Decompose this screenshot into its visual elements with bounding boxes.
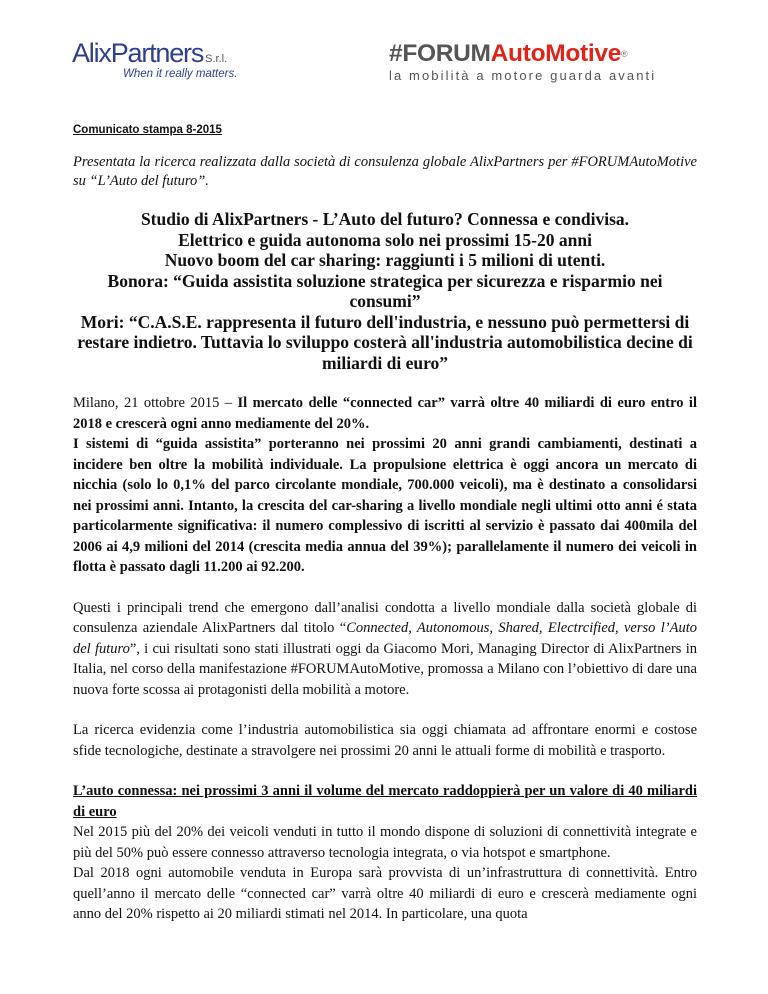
headline-line: Elettrico e guida autonoma solo nei prossimi 15-20 anni (178, 229, 592, 250)
lead-bold-2: I sistemi di “guida assistita” porteranno nei prossimi 20 anni grandi cambiamenti, destinati a incidere ben oltre la mobilità individuale. La propulsione elettrica è oggi ancora un mercato di nicchia (solo lo 0,1% del parco circolante mondiale, 700.000 veicoli), ma è destinato a consolidarsi nei prossimi anni. Intanto, la crescita del car-sharing a livello mondiale negli ultimi otto anni é stata particolarmente significativa: il numero complessivo di iscritti al servizio è passato dai 400mila del 2006 ai 4,9 milioni del 2014 (crescita media annua del 39%); parallelamente il numero dei veicoli in flotta è passato dagli 11.200 ai 92.200. (73, 436, 697, 575)
lead-bold-1: Il mercato delle “connected car” varrà oltre 40 miliardi di euro entro il 2018 e crescerà ogni anno mediamente del 20%. (73, 395, 697, 432)
alixpartners-logo (72, 38, 272, 84)
section-subheading: L’auto connessa: nei prossimi 3 anni il volume del mercato raddoppierà per un valore di 40 miliardi di euro (73, 783, 697, 820)
paragraph-text: ”, i cui risultati sono stati illustrati oggi da Giacomo Mori, Managing Director di AlixPartners in Italia, nel corso della manifestazione #FORUMAutoMotive, promossa a Milano con l’obiettivo di dare una nuova forte scossa ai protagonisti della mobilità a motore. (73, 640, 697, 698)
forumautomotive-logo (389, 40, 699, 86)
press-release-body (73, 124, 697, 925)
headline-line: Studio di AlixPartners - L’Auto del futuro? Connessa e condivisa. (140, 209, 630, 229)
paragraph-text: Questi i principali trend che emergono dall’analisi condotta a livello mondiale dalla società globale di consulenza aziendale AlixPartners dal titolo “ (73, 599, 697, 636)
alix-logo-tagline: When it really matters. (123, 68, 238, 80)
headline-line: Bonora: “Guida assistita soluzione strategica per sicurezza e risparmio nei consumi” (107, 270, 663, 311)
intro-paragraph: Presentata la ricerca realizzata dalla società di consulenza globale AlixPartners per #FORUMAutoMotive su “L’Auto del futuro”. (73, 154, 697, 189)
paragraph-research: La ricerca evidenzia come l’industria automobilistica sia oggi chiamata ad affrontare enormi e costose sfide tecnologiche, destinate a stravolgere nei prossimi 20 anni le attuali forme di mobilità e trasporto. (73, 722, 697, 759)
press-release-label: Comunicato stampa 8-2015 (73, 124, 222, 136)
paragraph-2015: Nel 2015 più del 20% dei veicoli venduti in tutto il mondo dispone di soluzioni di connettività integrate e più del 50% può essere connesso attraverso tecnologia integrata, o via hotspot e smartphone. (73, 824, 697, 861)
paragraph-2018: Dal 2018 ogni automobile venduta in Europa sarà provvista di un’infrastruttura di connettività. Entro quell’anno il mercato delle “connected car” varrà oltre 40 miliardi di euro e crescerà mediamente ogni anno del 20% rispetto ai 20 miliardi stimati nel 2014. In particolare, una quota (73, 865, 697, 922)
alix-logo-suffix: S.r.l. (205, 53, 228, 65)
headline-line: Mori: “C.A.S.E. rappresenta il futuro dell'industria, e nessuno può permettersi di restare indietro. Tuttavia lo sviluppo costerà all'industria automobilistica decine di miliardi di euro” (77, 311, 693, 373)
headline-line: Nuovo boom del car sharing: raggiunti i 5 milioni di utenti. (164, 250, 606, 270)
study-title: Connected, Autonomous, Shared, Electrcified, verso l’Auto del futuro (73, 620, 697, 657)
dateline: Milano, 21 ottobre 2015 – (73, 395, 238, 411)
forum-logo-registered: ® (621, 49, 628, 59)
forum-logo-automotive: AutoMotive (490, 40, 622, 67)
paragraph-trends (73, 598, 697, 701)
headline-block (73, 209, 697, 373)
lead-paragraph (73, 393, 697, 578)
forum-logo-hash: #FORUM (389, 40, 491, 67)
alix-logo-name: AlixPartners (72, 38, 204, 68)
forum-logo-tagline: la mobilità a motore guarda avanti (389, 68, 657, 83)
